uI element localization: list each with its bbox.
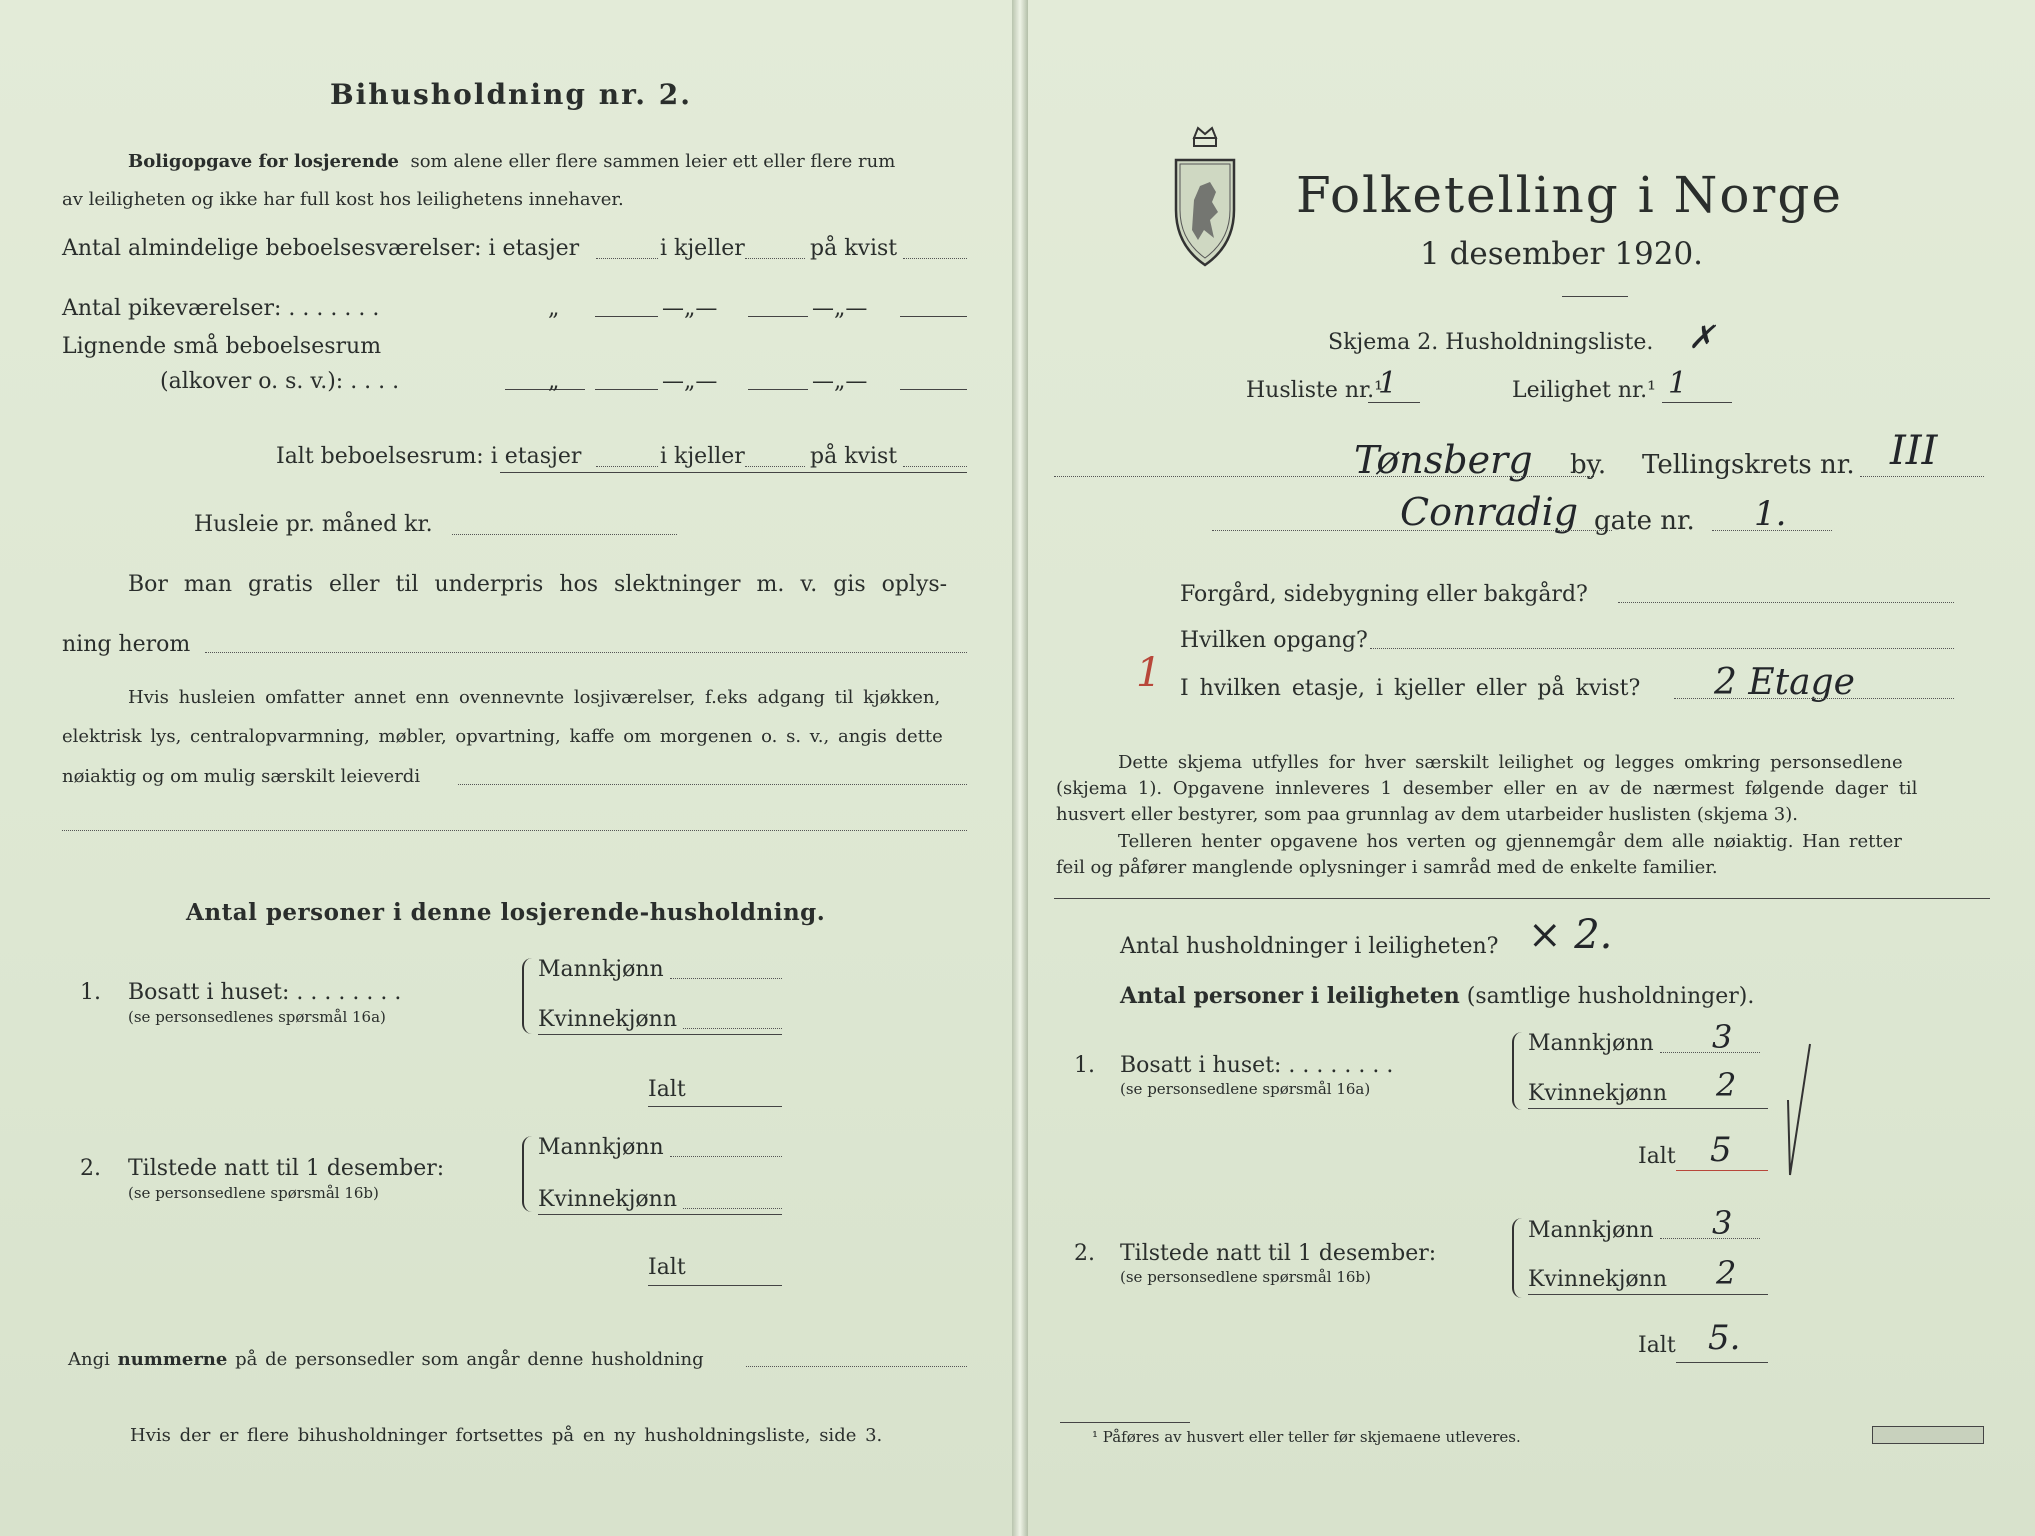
r-q2-mann-value[interactable]: 3 — [1712, 1204, 1733, 1242]
pike-ditto-3: —„— — [812, 296, 868, 321]
antal-heading-right — [1120, 983, 1754, 1009]
street-field — [1212, 530, 1612, 531]
opgang-label: Hvilken opgang? — [1180, 628, 1368, 653]
bor-line-1: Bor man gratis eller til underpris hos slektninger m. v. gis oplys- — [128, 572, 948, 597]
footnote: ¹ Påføres av husvert eller teller før skjemaene utleveres. — [1092, 1428, 1521, 1446]
angi-bold: nummerne — [117, 1349, 228, 1370]
info-line-1: Dette skjema utfylles for hver særskilt leilighet og legges omkring personsedlene — [1118, 752, 1903, 773]
page-fold — [1012, 0, 1028, 1536]
krets-label: Tellingskrets nr. — [1642, 450, 1855, 480]
ialt-rooms-label: Ialt beboelsesrum: i etasjer — [276, 444, 582, 469]
r-q1-num: 1. — [1074, 1053, 1095, 1078]
right-title: Folketelling i Norge — [1296, 166, 1843, 224]
krets-field — [1860, 476, 1984, 477]
r-q1-ialt-value[interactable]: 5 — [1710, 1130, 1732, 1170]
census-date: 1 desember 1920. — [1420, 236, 1704, 272]
krets-value[interactable]: III — [1890, 428, 1938, 474]
q2-kvinne-label: Kvinnekjønn — [538, 1187, 677, 1212]
r-q2-mann-field — [1660, 1238, 1760, 1239]
r-q1-kvinne-label: Kvinnekjønn — [1528, 1081, 1667, 1106]
etasje-field — [1674, 698, 1954, 699]
r-q1-label: Bosatt i huset: . . . . . . . . — [1120, 1053, 1394, 1078]
q2-ialt-label: Ialt — [648, 1255, 686, 1280]
pike-label: Antal pikeværelser: . . . . . . . — [62, 296, 380, 321]
q1-kvinne-rule — [538, 1034, 782, 1035]
date-rule — [1562, 296, 1628, 297]
ialt-kjeller-field[interactable] — [745, 466, 805, 467]
rooms-kvist-label: på kvist — [810, 236, 898, 261]
tick-mark-icon — [1784, 1040, 1814, 1180]
q2-label: Tilstede natt til 1 desember: — [128, 1156, 445, 1181]
husleie-field[interactable] — [452, 534, 677, 535]
left-page — [0, 0, 1012, 1536]
left-footer: Hvis der er flere bihusholdninger fortsettes på en ny husholdningsliste, side 3. — [130, 1425, 883, 1446]
hvis-line-1: Hvis husleien omfatter annet enn ovennevnte losjiværelser, f.eks adgang til kjøkken, — [128, 687, 941, 708]
lignende-field-2[interactable] — [748, 389, 808, 390]
q1-mann-field[interactable] — [670, 978, 782, 979]
q2-ialt-field[interactable] — [648, 1285, 782, 1286]
gate-value[interactable]: 1. — [1754, 494, 1787, 534]
info-line-4: Telleren henter opgavene hos verten og gjennemgår dem alle nøiaktig. Han retter — [1118, 831, 1902, 852]
r-q2-kvinne-value[interactable]: 2 — [1716, 1254, 1737, 1292]
pike-field-2[interactable] — [748, 316, 808, 317]
lignende-field-3[interactable] — [900, 389, 967, 390]
q2-sub: (se personsedlene spørsmål 16b) — [128, 1184, 379, 1202]
leilighet-value[interactable]: 1 — [1668, 366, 1688, 401]
q1-mann-label: Mannkjønn — [538, 957, 664, 982]
rooms-etasjer-field[interactable] — [596, 258, 658, 259]
forgard-label: Forgård, sidebygning eller bakgård? — [1180, 582, 1588, 607]
husholdninger-label: Antal husholdninger i leiligheten? — [1120, 934, 1499, 959]
q2-mann-label: Mannkjønn — [538, 1135, 664, 1160]
skjema-label: Skjema 2. Husholdningsliste. — [1328, 330, 1654, 355]
leilighet-field — [1662, 402, 1732, 403]
r-q2-mann-label: Mannkjønn — [1528, 1218, 1654, 1243]
r-q1-kvinne-field — [1528, 1108, 1768, 1109]
rooms-label: Antal almindelige beboelsesværelser: i etasjer — [62, 236, 580, 261]
q1-kvinne-field[interactable] — [683, 1028, 782, 1029]
angi-pre: Angi — [68, 1349, 110, 1370]
ialt-kvist-label: på kvist — [810, 444, 898, 469]
coat-of-arms-icon — [1170, 120, 1240, 270]
extra-field[interactable] — [62, 830, 967, 831]
right-page — [1028, 0, 2035, 1536]
ialt-kjeller-label: i kjeller — [660, 444, 745, 469]
rooms-kvist-field[interactable] — [903, 258, 967, 259]
r-q2-num: 2. — [1074, 1241, 1095, 1266]
angi-rest: på de personsedler som angår denne husholdning — [235, 1349, 704, 1370]
r-q2-ialt-field — [1676, 1362, 1768, 1363]
q1-kvinne-label: Kvinnekjønn — [538, 1007, 677, 1032]
angi-field[interactable] — [746, 1366, 967, 1367]
info-line-3: husvert eller bestyrer, som paa grunnlag av dem utarbeider huslisten (skjema 3). — [1056, 804, 1798, 825]
antal-heading: Antal personer i denne losjerende-husholdning. — [186, 899, 826, 926]
etasje-value[interactable]: 2 Etage — [1714, 662, 1855, 703]
husliste-value[interactable]: 1 — [1378, 366, 1398, 401]
intro-line-1 — [128, 151, 895, 172]
rooms-kjeller-label: i kjeller — [660, 236, 745, 261]
pike-field-3[interactable] — [900, 316, 967, 317]
by-label: by. — [1570, 450, 1607, 480]
q1-brace — [522, 958, 534, 1034]
etasje-red-mark: 1 — [1136, 650, 1162, 696]
q1-ialt-field[interactable] — [648, 1106, 782, 1107]
r-q1-ialt-label: Ialt — [1638, 1144, 1676, 1169]
q1-label: Bosatt i huset: . . . . . . . . — [128, 980, 402, 1005]
r-q2-sub: (se personsedlene spørsmål 16b) — [1120, 1268, 1371, 1286]
r-q2-kvinne-field — [1528, 1294, 1768, 1295]
intro-bold: Boligopgave for losjerende — [128, 151, 400, 172]
r-q1-brace — [1512, 1032, 1524, 1110]
street-value[interactable]: Conradig — [1400, 490, 1579, 534]
r-q1-sub: (se personsedlene spørsmål 16a) — [1120, 1080, 1371, 1098]
husliste-field — [1368, 402, 1420, 403]
pike-ditto-2: —„— — [662, 296, 718, 321]
lignende-ditto-3: —„— — [812, 369, 868, 394]
pike-field-1[interactable] — [595, 316, 658, 317]
lignende-ditto-2: —„— — [662, 369, 718, 394]
r-q1-mann-field — [1660, 1052, 1760, 1053]
lignende-label-1: Lignende små beboelsesrum — [62, 334, 382, 359]
skjema-mark: ✗ — [1688, 318, 1715, 356]
antal-rest: (samtlige husholdninger). — [1466, 984, 1755, 1009]
lignende-ditto-1: „ — [548, 369, 560, 394]
q1-num: 1. — [80, 980, 101, 1005]
q2-num: 2. — [80, 1156, 101, 1181]
ialt-underline — [500, 472, 967, 473]
husliste-label: Husliste nr.¹ — [1246, 378, 1383, 403]
q2-kvinne-rule — [538, 1214, 782, 1215]
forgard-field[interactable] — [1618, 602, 1954, 603]
r-q2-ialt-label: Ialt — [1638, 1333, 1676, 1358]
lignende-field-0[interactable] — [505, 389, 585, 390]
gate-field — [1712, 530, 1832, 531]
r-q1-mann-value[interactable]: 3 — [1712, 1018, 1733, 1056]
hvis-line-2: elektrisk lys, centralopvarmning, møbler, opvartning, kaffe om morgenen o. s. v., angis dette — [62, 726, 943, 747]
intro-rest: som alene eller flere sammen leier ett eller flere rum — [410, 151, 896, 172]
opgang-field[interactable] — [1370, 648, 1954, 649]
leilighet-label: Leilighet nr.¹ — [1512, 378, 1656, 403]
q1-sub: (se personsedlenes spørsmål 16a) — [128, 1008, 386, 1026]
pike-ditto-1: „ — [548, 296, 560, 321]
bor-field[interactable] — [205, 652, 967, 653]
leieverdi-field[interactable] — [458, 784, 967, 785]
printer-stamp — [1872, 1426, 1984, 1444]
husleie-label: Husleie pr. måned kr. — [194, 512, 433, 537]
city-field — [1054, 476, 1594, 477]
q2-kvinne-field[interactable] — [683, 1208, 782, 1209]
ialt-kvist-field[interactable] — [903, 466, 967, 467]
r-q1-mann-label: Mannkjønn — [1528, 1031, 1654, 1056]
angi-line — [68, 1349, 704, 1370]
q2-brace — [522, 1136, 534, 1212]
footnote-rule — [1060, 1422, 1190, 1423]
r-q2-ialt-value[interactable]: 5. — [1708, 1318, 1741, 1358]
etasje-label: I hvilken etasje, i kjeller eller på kvist? — [1180, 676, 1641, 701]
gate-label: gate nr. — [1594, 506, 1695, 536]
r-q2-label: Tilstede natt til 1 desember: — [1120, 1241, 1437, 1266]
r-q2-brace — [1512, 1218, 1524, 1298]
info-line-2: (skjema 1). Opgavene innleveres 1 desember eller en av de nærmest følgende dager til — [1056, 778, 1918, 799]
hvis-line-3: nøiaktig og om mulig særskilt leieverdi — [62, 766, 421, 787]
q2-mann-field[interactable] — [670, 1156, 782, 1157]
r-q1-ialt-field — [1676, 1170, 1768, 1171]
city-value[interactable]: Tønsberg — [1354, 438, 1533, 482]
info-line-5: feil og påfører manglende oplysninger i samråd med de enkelte familier. — [1056, 857, 1718, 878]
q1-ialt-label: Ialt — [648, 1077, 686, 1102]
bor-line-2: ning herom — [62, 632, 191, 657]
intro-line-2: av leiligheten og ikke har full kost hos leilighetens innehaver. — [62, 189, 624, 210]
husholdninger-value[interactable]: × 2. — [1528, 912, 1613, 958]
lignende-label-2: (alkover o. s. v.): . . . . — [160, 369, 400, 394]
r-q2-kvinne-label: Kvinnekjønn — [1528, 1267, 1667, 1292]
ialt-etasjer-field[interactable] — [596, 466, 658, 467]
rooms-kjeller-field[interactable] — [745, 258, 805, 259]
left-title: Bihusholdning nr. 2. — [330, 78, 692, 111]
lignende-field-1[interactable] — [595, 389, 658, 390]
info-rule — [1054, 898, 1990, 899]
antal-bold: Antal personer i leiligheten — [1120, 983, 1460, 1009]
r-q1-kvinne-value[interactable]: 2 — [1716, 1066, 1737, 1104]
